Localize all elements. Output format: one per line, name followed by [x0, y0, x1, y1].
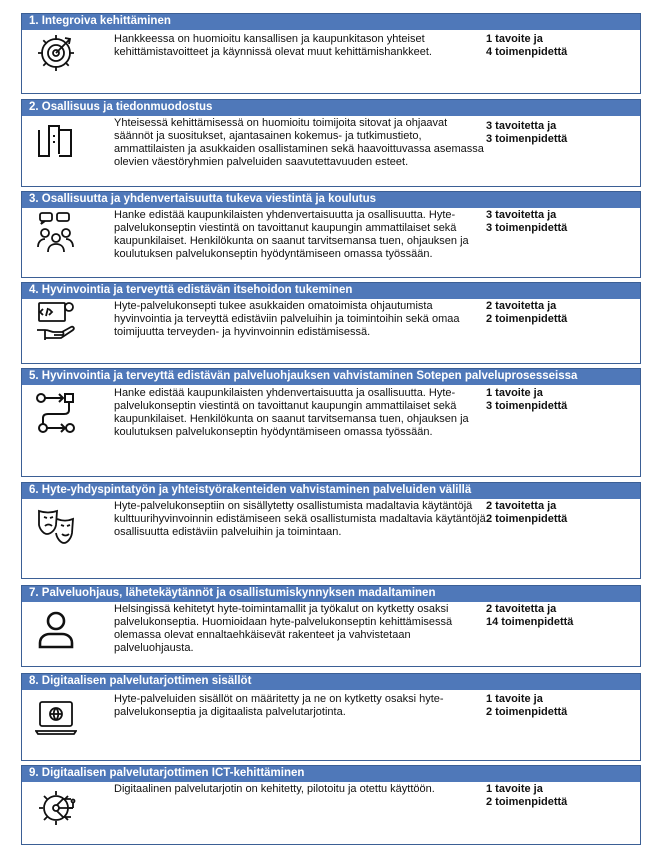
hand-laptop-icon	[35, 300, 77, 342]
section-1	[21, 13, 641, 94]
gear-circuit-icon	[35, 787, 77, 829]
section-title: 2. Osallisuus ja tiedonmuodostus	[22, 100, 640, 116]
section-6	[21, 482, 641, 579]
section-stats	[486, 209, 636, 235]
actions-count: 2 toimenpidettä	[486, 706, 568, 718]
section-description: Hankkeessa on huomioitu kansallisen ja kaupunkitason yhteiset kehittämistavoitteet ja käynnissä olevat muut kehittämishankkeet.	[114, 33, 432, 58]
section-description: Hanke edistää kaupunkilaisten yhdenvertaisuutta ja osallisuutta. Hyte-palvelukonseptin viestintä on tavoittanut kaupungin ammattilaiset sekä kaupunkilaiset. Henkilökunta on saanut tarvitsemansa tuen, ohjauksen ja koulutuksen palvelukonseptin hyödyntämiseen omassa työssään.	[114, 387, 469, 438]
section-title: 9. Digitaalisen palvelutarjottimen ICT-kehittäminen	[22, 766, 640, 782]
goals-count: 1 tavoite ja	[486, 693, 543, 705]
section-stats	[486, 603, 636, 629]
gear-target-icon	[35, 32, 77, 74]
group-chat-icon	[35, 211, 77, 253]
goals-count: 1 tavoite ja	[486, 783, 543, 795]
section-title: 8. Digitaalisen palvelutarjottimen sisällöt	[22, 674, 640, 690]
section-title: 5. Hyvinvointia ja terveyttä edistävän palveluohjauksen vahvistaminen Sotepen palveluprosesseissa	[22, 369, 640, 385]
goals-count: 2 tavoitetta ja	[486, 603, 557, 615]
section-3	[21, 191, 641, 278]
section-title: 1. Integroiva kehittäminen	[22, 14, 640, 30]
actions-count: 4 toimenpidettä	[486, 46, 568, 58]
section-9	[21, 765, 641, 845]
goals-count: 1 tavoite ja	[486, 387, 543, 399]
section-title: 3. Osallisuutta ja yhdenvertaisuutta tukeva viestintä ja koulutus	[22, 192, 640, 208]
section-description: Helsingissä kehitetyt hyte-toimintamallit ja työkalut on kytketty osaksi palvelukonseptia. Huomioidaan hyte-palvelukonseptin kehittämisessä olemassa olevat ennaltaehkäisevät rakenteet ja vahvistetaan palveluohjausta.	[114, 603, 453, 654]
section-title: 4. Hyvinvointia ja terveyttä edistävän itsehoidon tukeminen	[22, 283, 640, 299]
user-icon	[35, 609, 77, 651]
section-stats	[486, 783, 636, 809]
goals-count: 3 tavoitetta ja	[486, 120, 557, 132]
section-stats	[486, 33, 636, 59]
actions-count: 14 toimenpidettä	[486, 616, 574, 628]
section-stats	[486, 693, 636, 719]
actions-count: 3 toimenpidettä	[486, 400, 568, 412]
goals-count: 2 tavoitetta ja	[486, 500, 557, 512]
actions-count: 2 toimenpidettä	[486, 513, 568, 525]
process-flow-icon	[35, 391, 77, 433]
laptop-globe-icon	[35, 698, 77, 740]
section-description: Digitaalinen palvelutarjotin on kehitetty, pilotoitu ja otettu käyttöön.	[114, 783, 435, 795]
section-stats	[486, 300, 636, 326]
section-description: Hyte-palvelukonsepti tukee asukkaiden omatoimista ohjautumista hyvinvointia ja terveyttä edistäviin palveluihin ja toimintoihin sekä omaa toimijuutta terveyden- ja hyvinvoinnin edistämisessä.	[114, 300, 460, 338]
actions-count: 2 toimenpidettä	[486, 796, 568, 808]
section-7	[21, 585, 641, 667]
section-title: 7. Palveluohjaus, lähetekäytännöt ja osallistumiskynnyksen madaltaminen	[22, 586, 640, 602]
section-title: 6. Hyte-yhdyspintatyön ja yhteistyörakenteiden vahvistaminen palveluiden välillä	[22, 483, 640, 499]
goals-count: 3 tavoitetta ja	[486, 209, 557, 221]
section-8	[21, 673, 641, 761]
section-stats	[486, 120, 636, 146]
section-stats	[486, 387, 636, 413]
document-person-icon	[35, 120, 77, 162]
goals-count: 1 tavoite ja	[486, 33, 543, 45]
actions-count: 2 toimenpidettä	[486, 313, 568, 325]
section-description: Yhteisessä kehittämisessä on huomioitu toimijoita sitovat ja ohjaavat säännöt ja suositukset, ajantasainen kokemus- ja tutkimustieto, ammattilaisten ja asukkaiden osallistaminen sekä haavoittuvassa asemassa olevien väestöryhmien palveluiden saavutettavuuden esteet.	[114, 117, 484, 168]
section-description: Hyte-palveluiden sisällöt on määritetty ja ne on kytketty osaksi hyte-palvelukonseptia ja digitaalista palvelutarjotinta.	[114, 693, 444, 718]
theater-masks-icon	[35, 505, 77, 547]
goals-count: 2 tavoitetta ja	[486, 300, 557, 312]
section-5	[21, 368, 641, 477]
section-description: Hanke edistää kaupunkilaisten yhdenvertaisuutta ja osallisuutta. Hyte-palvelukonseptin viestintä on tavoittanut kaupungin ammattilaiset sekä kaupunkilaiset. Henkilökunta on saanut tarvitsemansa tuen, ohjauksen ja koulutuksen palvelukonseptin hyödyntämiseen omassa työssään.	[114, 209, 469, 260]
actions-count: 3 toimenpidettä	[486, 133, 568, 145]
section-description: Hyte-palvelukonseptiin on sisällytetty osallistumista madaltavia käytäntöjä kulttuurihyvinvoinnin edistämiseen sekä osallistumista madaltavia käytäntöjä osallisuutta edistäviin palveluihin ja toimintaan.	[114, 500, 486, 538]
section-4	[21, 282, 641, 364]
actions-count: 3 toimenpidettä	[486, 222, 568, 234]
section-2	[21, 99, 641, 187]
section-stats	[486, 500, 636, 526]
